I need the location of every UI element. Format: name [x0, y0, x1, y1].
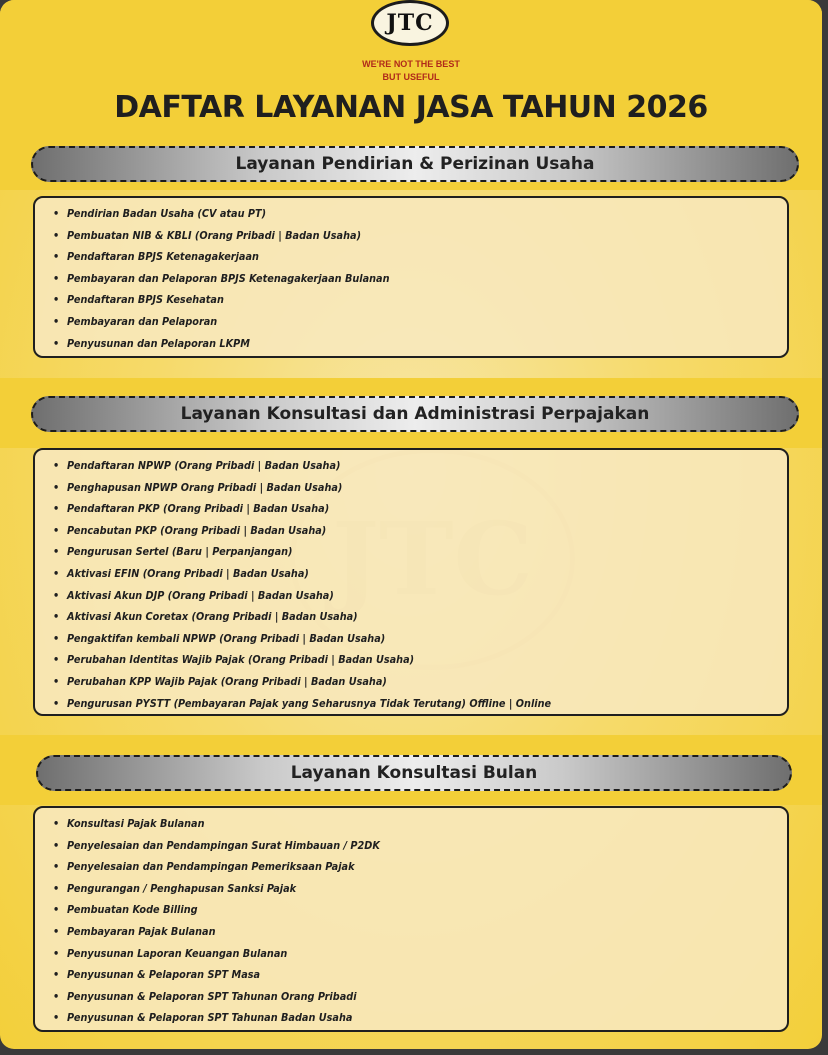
tagline-line-2: BUT USEFUL — [382, 72, 440, 82]
list-item: • Pengaktifan kembali NPWP (Orang Pribadi | Badan Usaha) — [53, 628, 773, 650]
list-item: • Penyusunan & Pelaporan SPT Tahunan Badan Usaha — [53, 1007, 773, 1029]
section-heading-pendirian: Layanan Pendirian & Perizinan Usaha — [31, 146, 799, 182]
list-item: • Penyelesaian dan Pendampingan Pemeriksaan Pajak — [53, 856, 773, 878]
service-list — [53, 455, 787, 714]
list-item: • Perubahan KPP Wajib Pajak (Orang Pribadi | Badan Usaha) — [53, 671, 773, 693]
list-item: • Penyusunan & Pelaporan SPT Masa — [53, 964, 773, 986]
list-item: • Pengurusan PYSTT (Pembayaran Pajak yang Seharusnya Tidak Terutang) Offline | Online — [53, 693, 773, 715]
section-heading-konsultasi-bulan: Layanan Konsultasi Bulan — [36, 755, 792, 791]
service-list — [53, 813, 787, 1029]
list-item: • Pendaftaran BPJS Ketenagakerjaan — [53, 246, 773, 268]
list-item: • Pendaftaran NPWP (Orang Pribadi | Badan Usaha) — [53, 455, 773, 477]
poster-title: DAFTAR LAYANAN JASA TAHUN 2026 — [114, 90, 708, 125]
list-item: • Pendirian Badan Usaha (CV atau PT) — [53, 203, 773, 225]
section-list-box-konsultasi-bulan — [33, 806, 789, 1032]
jtc-logo: JTC — [371, 0, 449, 46]
list-item: • Penyusunan & Pelaporan SPT Tahunan Orang Pribadi — [53, 986, 773, 1008]
list-item: • Pembuatan Kode Billing — [53, 899, 773, 921]
list-item: • Penyusunan dan Pelaporan LKPM — [53, 333, 773, 355]
list-item: • Pendaftaran PKP (Orang Pribadi | Badan Usaha) — [53, 498, 773, 520]
list-item: • Pembayaran dan Pelaporan BPJS Ketenagakerjaan Bulanan — [53, 268, 773, 290]
list-item: • Penyelesaian dan Pendampingan Surat Himbauan / P2DK — [53, 835, 773, 857]
section-heading-perpajakan: Layanan Konsultasi dan Administrasi Perpajakan — [31, 396, 799, 432]
list-item: • Pembuatan NIB & KBLI (Orang Pribadi | Badan Usaha) — [53, 225, 773, 247]
list-item: • Pembayaran dan Pelaporan — [53, 311, 773, 333]
section-list-box-perpajakan — [33, 448, 789, 716]
list-item: • Pembayaran Pajak Bulanan — [53, 921, 773, 943]
list-item: • Pengurusan Sertel (Baru | Perpanjangan) — [53, 541, 773, 563]
list-item: • Aktivasi Akun Coretax (Orang Pribadi | Badan Usaha) — [53, 606, 773, 628]
service-list — [53, 203, 787, 354]
list-item: • Aktivasi EFIN (Orang Pribadi | Badan Usaha) — [53, 563, 773, 585]
list-item: • Aktivasi Akun DJP (Orang Pribadi | Badan Usaha) — [53, 585, 773, 607]
list-item: • Pencabutan PKP (Orang Pribadi | Badan Usaha) — [53, 520, 773, 542]
list-item: • Konsultasi Pajak Bulanan — [53, 813, 773, 835]
list-item: • Penghapusan NPWP Orang Pribadi | Badan Usaha) — [53, 477, 773, 499]
tagline-line-1: WE'RE NOT THE BEST — [362, 59, 460, 69]
list-item: • Pendaftaran BPJS Kesehatan — [53, 289, 773, 311]
list-item: • Penyusunan Laporan Keuangan Bulanan — [53, 943, 773, 965]
list-item: • Pengurangan / Penghapusan Sanksi Pajak — [53, 878, 773, 900]
section-list-box-pendirian — [33, 196, 789, 358]
list-item: • Perubahan Identitas Wajib Pajak (Orang Pribadi | Badan Usaha) — [53, 649, 773, 671]
